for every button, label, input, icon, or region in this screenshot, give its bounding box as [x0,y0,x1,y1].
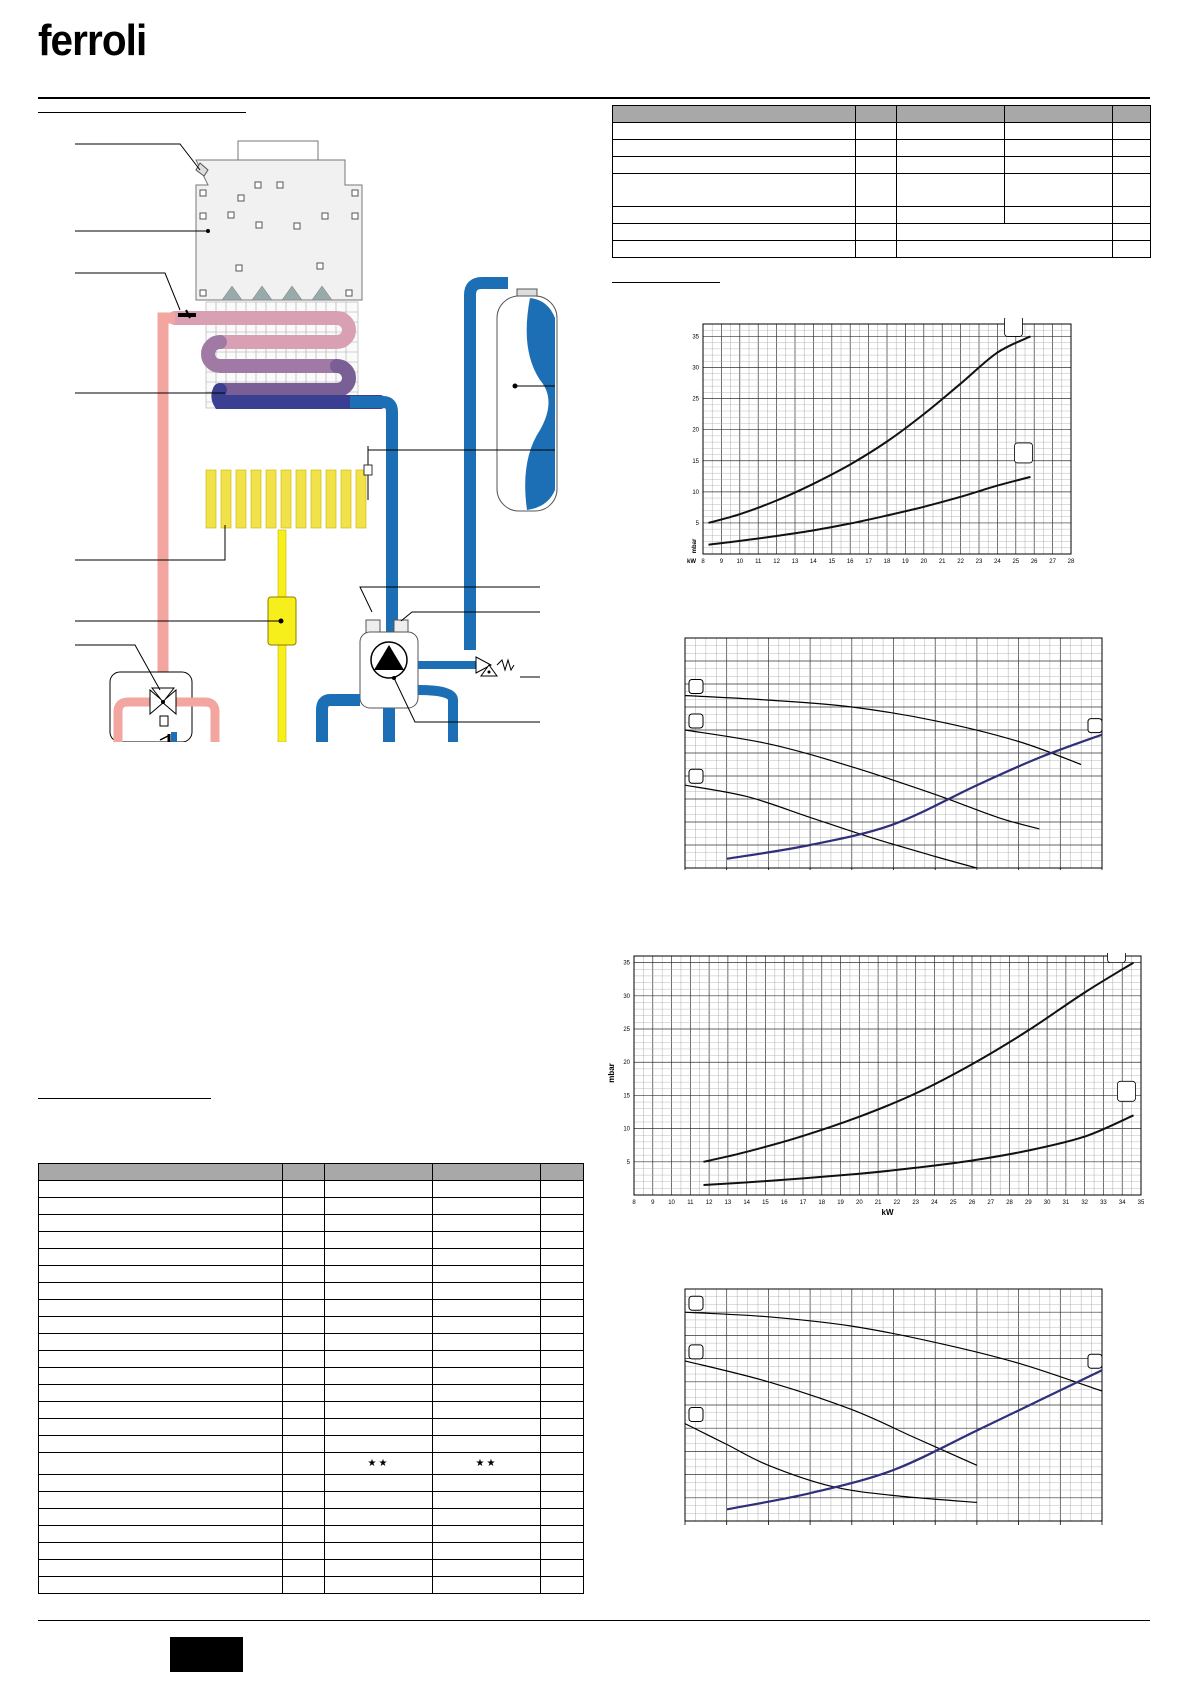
x-tick-label: 16 [846,559,854,563]
safety-valve [476,657,514,676]
x-tick-label: 35 [1137,1200,1145,1206]
section-heading-rule [38,112,246,113]
x-tick-label: 10 [668,1200,675,1206]
x-tick-label: 33 [1100,1200,1107,1206]
series-marker-box [689,769,703,783]
x-tick-label: 26 [1030,559,1038,563]
x-tick-label: 18 [883,559,891,563]
x-tick-label: 15 [762,1200,769,1206]
x-tick-label: 19 [837,1200,844,1206]
x-tick-label: 34 [1118,1200,1126,1206]
x-tick-label: 11 [755,559,762,563]
flue-hood [196,141,362,300]
series-marker-box [1005,318,1023,336]
y-tick-label: 20 [692,427,699,434]
section-heading-rule [612,282,720,283]
x-tick-label: 30 [1043,1200,1051,1206]
y-axis-label: mbar [607,1063,616,1083]
series-marker-box [1088,719,1102,733]
y-tick-label: 25 [692,396,699,403]
x-tick-label: 17 [865,559,872,563]
series-marker-box [1088,1354,1102,1368]
x-tick-label: 19 [902,559,909,563]
pump-head-chart-1 [670,630,1110,870]
x-tick-label: 24 [994,559,1001,563]
specs-table-top [612,105,1151,258]
x-tick-label: 16 [780,1200,788,1206]
pressure-loss-chart-2 [604,953,1154,1218]
pump-head-chart-2 [670,1285,1110,1530]
x-tick-label: 32 [1081,1200,1089,1206]
y-tick-label: 10 [623,1126,630,1133]
x-tick-label: 25 [949,1200,957,1206]
series-marker-box [1117,1081,1135,1101]
x-tick-label: 8 [632,1200,636,1206]
x-tick-label: 28 [1006,1200,1013,1206]
x-tick-label: 27 [987,1200,995,1206]
x-tick-label: 24 [931,1200,938,1206]
y-tick-label: 10 [692,489,699,496]
series-marker-box [689,680,703,694]
x-tick-label: 12 [773,559,780,563]
x-tick-label: 21 [938,559,946,563]
x-tick-label: 10 [736,559,744,563]
burner [206,470,366,528]
y-axis-label: mbar [692,538,698,554]
x-tick-label: 22 [957,559,964,563]
x-tick-label: 21 [874,1200,882,1206]
x-tick-label: 15 [828,559,836,563]
y-tick-label: 15 [692,458,699,465]
section-heading-rule [38,1098,211,1099]
y-tick-label: 35 [692,334,699,341]
specs-table-bottom [38,1163,584,1594]
x-tick-label: 9 [719,559,724,563]
x-axis-label: kW [881,1208,894,1217]
series-marker-box [689,714,703,728]
y-tick-label: 5 [626,1159,630,1166]
y-tick-label: 30 [623,993,630,1000]
series-marker-box [689,1296,703,1310]
x-tick-label: 13 [791,559,799,563]
x-tick-label: 20 [920,559,928,563]
x-tick-label: 14 [810,559,817,563]
y-tick-label: 5 [695,520,699,527]
hydraulic-circuit-diagram [38,130,578,742]
series-marker-box [1015,443,1033,463]
series-line [704,1115,1134,1185]
x-tick-label: 26 [968,1200,976,1206]
x-tick-label: 18 [818,1200,826,1206]
y-tick-label: 25 [623,1027,630,1034]
x-tick-label: 9 [651,1200,655,1206]
expansion-vessel [497,289,557,511]
header-rule [38,97,1150,99]
efficiency-stars: ★★ [433,1453,541,1475]
x-tick-label: 20 [855,1200,863,1206]
x-axis-label: kW [687,559,696,563]
y-tick-label: 35 [623,960,630,967]
series-marker-box [1107,953,1125,963]
series-marker-box [689,1408,703,1422]
x-tick-label: 13 [724,1200,732,1206]
circulation-pump [360,620,418,708]
footer-rule [38,1620,1150,1621]
x-tick-label: 31 [1062,1200,1070,1206]
x-tick-label: 23 [975,559,983,563]
series-line [709,477,1031,545]
x-tick-label: 25 [1012,559,1020,563]
y-tick-label: 20 [623,1060,630,1067]
page-number-tab [170,1637,243,1672]
efficiency-stars: ★★ [325,1453,433,1475]
x-tick-label: 28 [1067,559,1075,563]
pressure-loss-chart-1 [680,318,1080,563]
x-tick-label: 12 [705,1200,713,1206]
y-tick-label: 30 [692,365,699,372]
series-marker-box [689,1345,703,1359]
x-tick-label: 17 [799,1200,807,1206]
temperature-sensor [178,313,196,317]
x-tick-label: 11 [687,1200,694,1206]
x-tick-label: 14 [743,1200,751,1206]
x-tick-label: 8 [701,559,705,563]
brand-logo: ferroli [38,16,147,65]
y-tick-label: 15 [623,1093,630,1100]
x-tick-label: 29 [1024,1200,1032,1206]
x-tick-label: 23 [912,1200,920,1206]
x-tick-label: 22 [893,1200,901,1206]
three-way-valve [110,672,215,742]
x-tick-label: 27 [1049,559,1056,563]
